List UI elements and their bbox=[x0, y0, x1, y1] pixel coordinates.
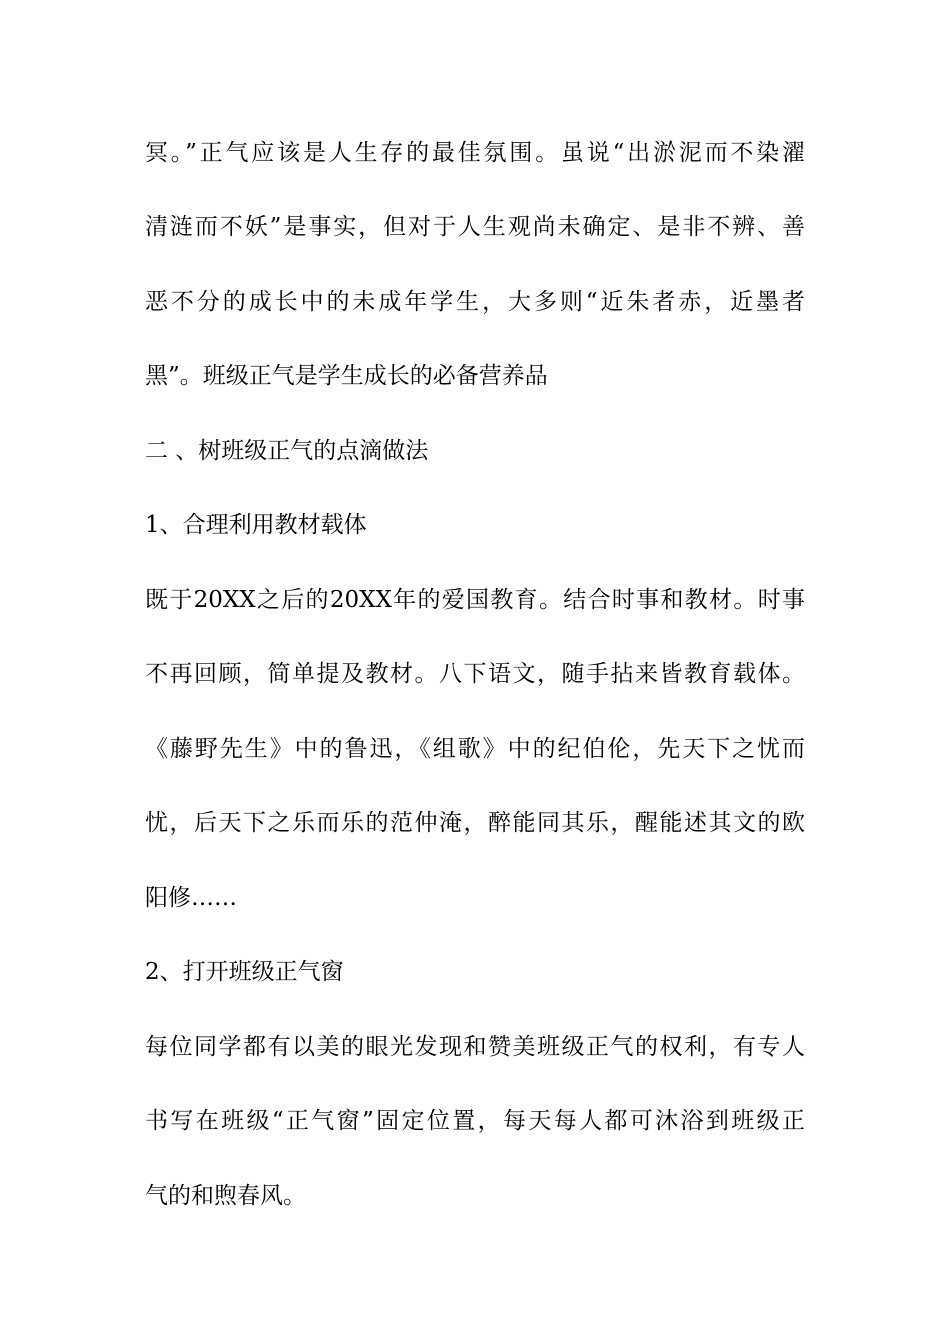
paragraph-line: 书写在班级“正气窗”固定位置，每天每人都可沐浴到班级正 bbox=[145, 1108, 805, 1134]
paragraph-line: 阳修…… bbox=[145, 885, 237, 911]
paragraph-line: 冥。”正气应该是人生存的最佳氛围。虽说“出淤泥而不染濯 bbox=[145, 140, 805, 166]
paragraph-line: 忧，后天下之乐而乐的范仲淹，醉能同其乐，醒能述其文的欧 bbox=[145, 810, 805, 836]
paragraph-line: 《藤野先生》中的鲁迅，《组歌》中的纪伯伦，先天下之忧而 bbox=[145, 736, 805, 762]
paragraph-line: 既于20XX之后的20XX年的爱国教育。结合时事和教材。时事 bbox=[145, 587, 805, 613]
paragraph-line: 每位同学都有以美的眼光发现和赞美班级正气的权利，有专人 bbox=[145, 1034, 805, 1060]
subsection-heading: 1、合理利用教材载体 bbox=[145, 512, 367, 538]
subsection-heading: 2、打开班级正气窗 bbox=[145, 959, 344, 985]
paragraph-line: 气的和煦春风。 bbox=[145, 1183, 306, 1209]
paragraph-line: 恶不分的成长中的未成年学生，大多则“近朱者赤，近墨者 bbox=[145, 289, 805, 315]
paragraph-line: 黑”。班级正气是学生成长的必备营养品 bbox=[145, 363, 548, 389]
section-heading: 二 、树班级正气的点滴做法 bbox=[145, 438, 429, 464]
paragraph-line: 清涟而不妖”是事实，但对于人生观尚未确定、是非不辨、善 bbox=[145, 214, 805, 240]
paragraph-line: 不再回顾，简单提及教材。八下语文，随手拈来皆教育载体。 bbox=[145, 661, 805, 687]
